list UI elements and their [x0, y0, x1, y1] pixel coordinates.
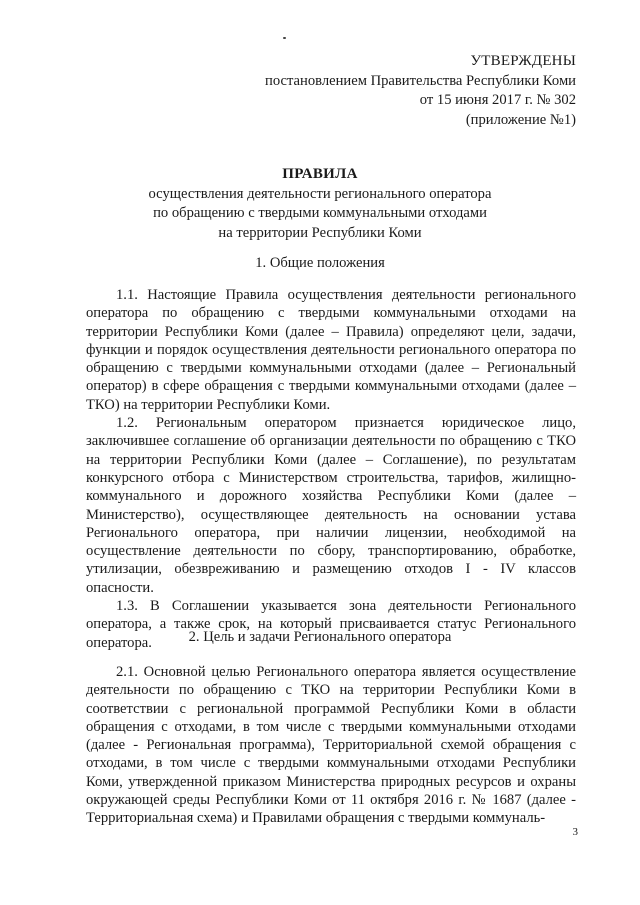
approval-decree: постановлением Правительства Республики Коми — [265, 72, 576, 89]
paragraph-1-2: 1.2. Региональным оператором признается юридическое лицо, заключившее соглашение об организации деятельности по обращению с ТКО на территории Республики Коми (далее – Соглашение), по результатам конкурсного отбора с Министерством строительства, тарифов, жилищно-коммунального и дорожного хозяйства Республики Коми (далее – Министерство), осуществляющее деятельность на основании устава Регионального оператора, при наличии лицензии, необходимой на осуществление деятельности по сбору, транспортированию, обработке, утилизации, обезвреживанию и размещению отходов I - IV классов опасности. — [86, 415, 576, 596]
paragraph-2-1: 2.1. Основной целью Регионального оператора является осуществление деятельности по обращению с ТКО на территории Республики Коми в соответствии с региональной программой Республики Коми в области обращения с отходами, в том числе с твердыми коммунальными отходами (далее - Региональная программа), Территориальной схемой обращения с отходами, в том числе с твердыми коммунальными отходами Республики Коми, утвержденной приказом Министерства природных ресурсов и охраны окружающей среды Республики Коми от 11 октября 2016 г. № 1687 (далее - Территориальная схема) и Правилами обращения с твердыми коммуналь- — [86, 664, 576, 827]
document-subtitle-line-3: на территории Республики Коми — [218, 224, 422, 241]
document-title: ПРАВИЛА — [282, 166, 358, 182]
approval-date: от 15 июня 2017 г. № 302 — [419, 92, 576, 108]
section-2-body — [86, 663, 576, 828]
section-2-heading: 2. Цель и задачи Регионального оператора — [188, 629, 452, 645]
approval-heading: УТВЕРЖДЕНЫ — [470, 53, 576, 69]
approval-appendix: (приложение №1) — [465, 111, 576, 128]
scan-speck — [283, 37, 286, 39]
page-number: 3 — [572, 826, 578, 838]
document-title-block — [0, 165, 640, 243]
section-1-heading: 1. Общие положения — [255, 255, 385, 271]
section-1-body — [86, 286, 576, 652]
paragraph-1-3: 1.3. В Соглашении указывается зона деятельности Регионального оператора, а также срок, на который присваивается статус Регионального оператора. — [86, 598, 576, 651]
paragraph-1-1: 1.1. Настоящие Правила осуществления деятельности регионального оператора по обращению с твердыми коммунальными отходами на территории Республики Коми (далее – Правила) определяют цели, задачи, функции и порядок осуществления деятельности регионального оператора по обращению с твердыми коммунальными отходами (далее – Региональный оператор) в сфере обращения с твердыми коммунальными отходами (далее – ТКО) на территории Республики Коми. — [86, 287, 576, 413]
document-subtitle-line-2: по обращению с твердыми коммунальными отходами — [153, 205, 487, 221]
approval-block — [265, 52, 576, 130]
document-subtitle-line-1: осуществления деятельности регионального оператора — [148, 185, 492, 202]
